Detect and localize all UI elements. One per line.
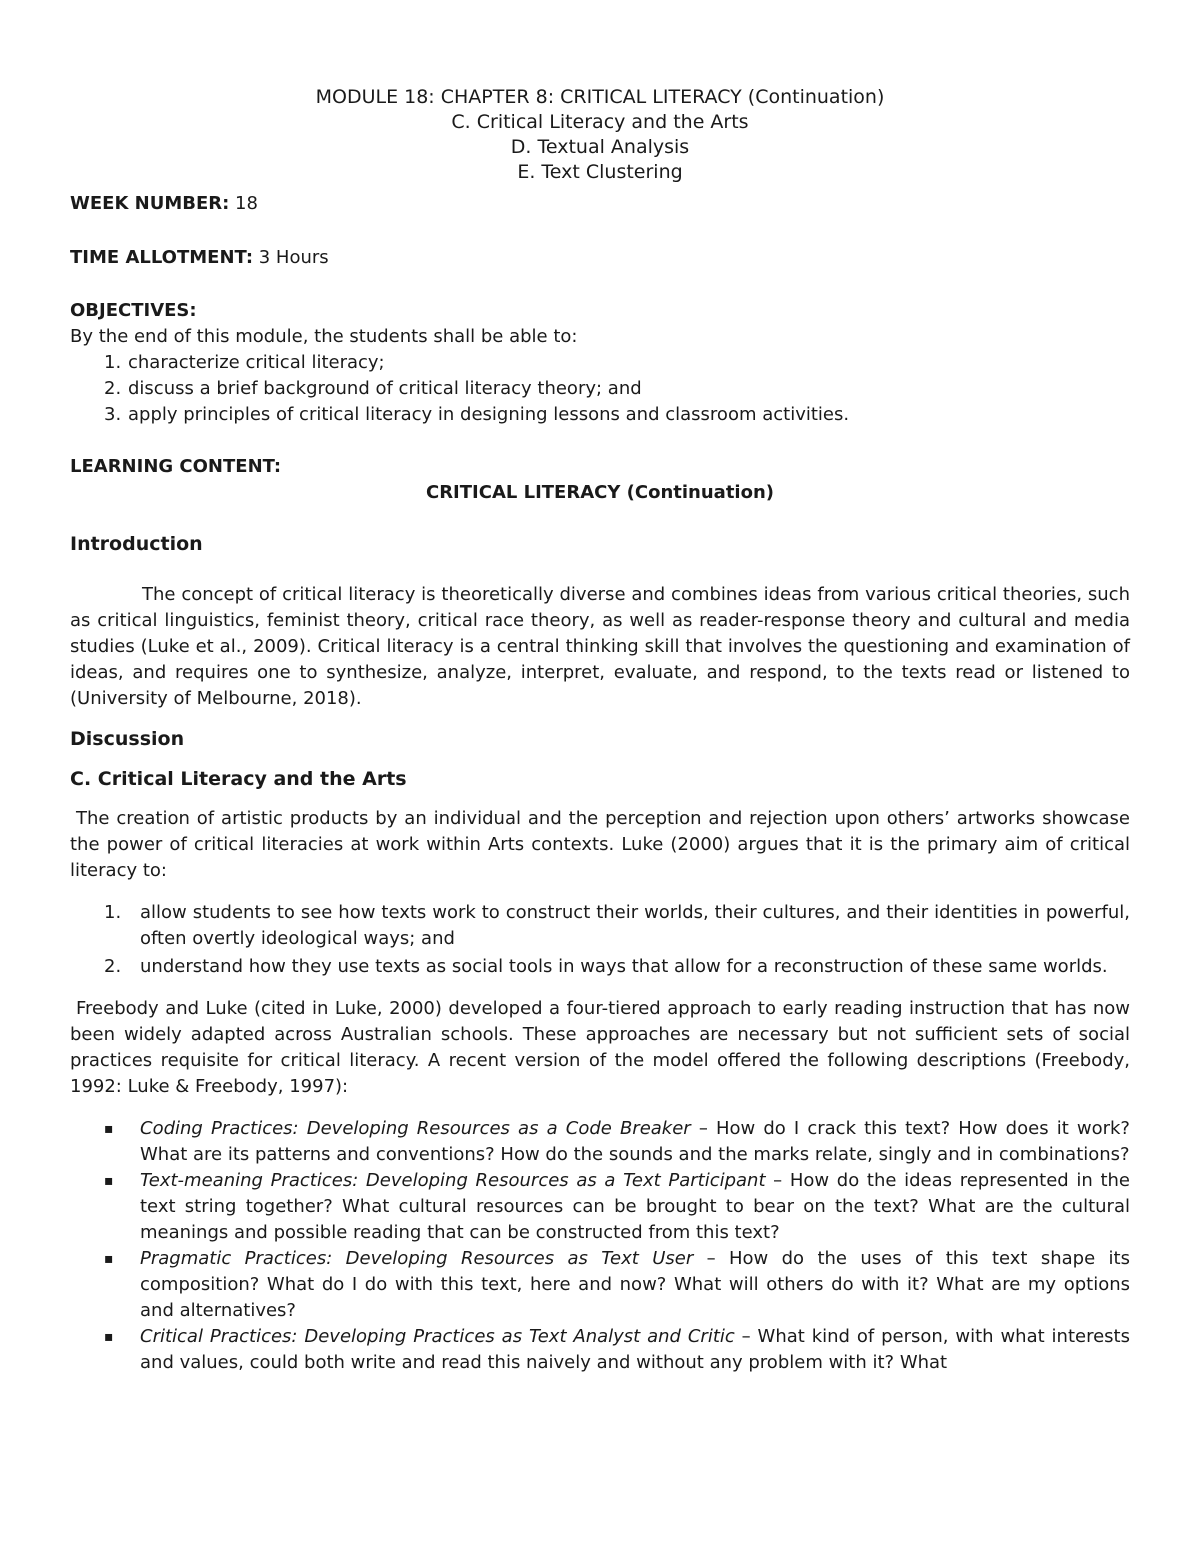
objectives-list <box>70 350 1130 428</box>
subtopic-d: D. Textual Analysis <box>510 136 690 158</box>
practices-list <box>70 1116 1130 1376</box>
list-item: ▪ Text-meaning Practices: Developing Resources as a Text Participant – How do the ideas represented in the text string together? What cultural resources can be brought to bear on the text? What are the cultural meanings and possible reading that can be constructed from this text? <box>104 1170 1130 1243</box>
introduction-paragraph: The concept of critical literacy is theoretically diverse and combines ideas from various critical theories, such as critical linguistics, feminist theory, critical race theory, as well as reader-response theory and cultural and media studies (Luke et al., 2009). Critical literacy is a central thinking skill that involves the questioning and examination of ideas, and requires one to synthesize, analyze, interpret, evaluate, and respond, to the texts read or listened to (University of Melbourne, 2018). <box>70 584 1130 709</box>
critical-literacy-aims-list <box>70 900 1130 980</box>
bullet-icon: ▪ <box>104 1251 114 1267</box>
week-label: WEEK NUMBER: <box>70 193 230 214</box>
list-item: ▪ Coding Practices: Developing Resources as a Code Breaker – How do I crack this text? How does it work? What are its patterns and conventions? How do the sounds and the marks relate, singly and in combinations? <box>104 1118 1130 1165</box>
section-c-heading: C. Critical Literacy and the Arts <box>70 768 407 790</box>
subtopic-e: E. Text Clustering <box>517 161 683 183</box>
time-allotment-line <box>70 245 1130 271</box>
freebody-paragraph: Freebody and Luke (cited in Luke, 2000) developed a four-tiered approach to early reading instruction that has now been widely adapted across Australian schools. These approaches are necessary but not sufficient sets of social practices requisite for critical literacy. A recent version of the model offered the following descriptions (Freebody, 1992: Luke & Freebody, 1997): <box>70 998 1130 1097</box>
week-number-line <box>70 191 1130 217</box>
list-item: ▪ Critical Practices: Developing Practices as Text Analyst and Critic – What kind of person, with what interests and values, could both write and read this naively and without any problem with it? What <box>104 1326 1130 1373</box>
bullet-icon: ▪ <box>104 1173 114 1189</box>
time-label: TIME ALLOTMENT: <box>70 247 254 268</box>
module-title: MODULE 18: CHAPTER 8: CRITICAL LITERACY (Continuation) <box>315 86 885 108</box>
week-value: 18 <box>229 193 258 214</box>
arts-paragraph: The creation of artistic products by an individual and the perception and rejection upon others’ artworks showcase the power of critical literacies at work within Arts contexts. Luke (2000) argues that it is the primary aim of critical literacy to: <box>70 808 1130 881</box>
introduction-heading: Introduction <box>70 533 203 555</box>
objectives-intro: By the end of this module, the students shall be able to: <box>70 326 578 347</box>
list-item: ▪ Pragmatic Practices: Developing Resources as Text User – How do the uses of this text shape its composition? What do I do with this text, here and now? What will others do with it? What are my options and alternatives? <box>104 1248 1130 1321</box>
list-item: 1. allow students to see how texts work to construct their worlds, their cultures, and their identities in powerful, often overtly ideological ways; and <box>104 902 1130 949</box>
list-item: 1. characterize critical literacy; <box>104 352 385 373</box>
list-item: 2. understand how they use texts as social tools in ways that allow for a reconstruction of these same worlds. <box>104 956 1108 977</box>
bullet-icon: ▪ <box>104 1329 114 1345</box>
list-item: 2. discuss a brief background of critical literacy theory; and <box>104 378 642 399</box>
list-item: 3. apply principles of critical literacy in designing lessons and classroom activities. <box>104 404 850 425</box>
subtopic-c: C. Critical Literacy and the Arts <box>451 111 749 133</box>
learning-content-subtitle: CRITICAL LITERACY (Continuation) <box>425 482 774 503</box>
time-value: 3 Hours <box>253 247 329 268</box>
objectives-heading: OBJECTIVES: <box>70 300 197 321</box>
bullet-icon: ▪ <box>104 1121 114 1137</box>
learning-content-heading: LEARNING CONTENT: <box>70 456 282 477</box>
discussion-heading: Discussion <box>70 728 185 750</box>
document-page <box>70 84 1130 1376</box>
